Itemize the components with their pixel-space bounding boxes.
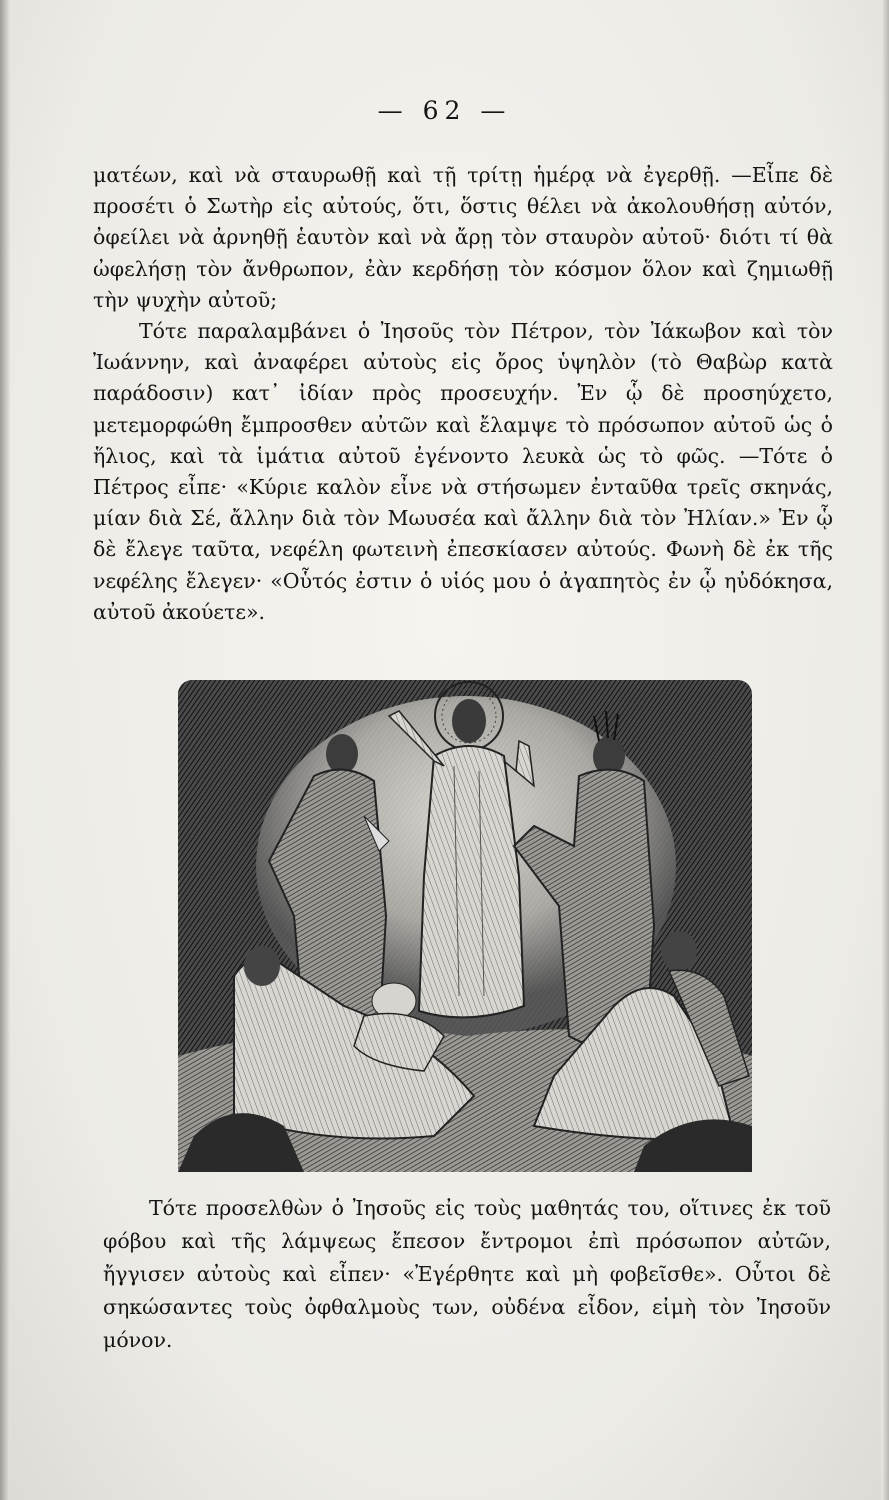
transfiguration-illustration [174,676,756,1176]
page-left-edge [0,0,10,1500]
text-top [93,160,833,628]
paragraph-continuation: ματέων, καὶ νὰ σταυρωθῇ καὶ τῇ τρίτῃ ἡμέρᾳ νὰ ἐγερθῇ. —Εἶπε δὲ προσέτι ὁ Σωτὴρ εἰς αὐτούς, ὅτι, ὅστις θέλει νὰ ἀκολουθήσῃ αὐτόν, ὀφείλει νὰ ἀρνηθῇ ἑαυτὸν καὶ νὰ ἄρῃ τὸν σταυρὸν αὐτοῦ· διότι τί θὰ ὠφελήσῃ τὸν ἄνθρωπον, ἐὰν κερδήσῃ τὸν κόσμον ὅλον καὶ ζημιωθῇ τὴν ψυχὴν αὐτοῦ; [93,163,833,312]
page-number: — 62 — [377,96,512,125]
paragraph-transfiguration: Τότε παραλαμβάνει ὁ Ἰησοῦς τὸν Πέτρον, τὸν Ἰάκωβον καὶ τὸν Ἰωάννην, καὶ ἀναφέρει αὐτοὺς εἰς ὄρος ὑψηλὸν (τὸ Θαβὼρ κατὰ παράδοσιν) κατ᾿ ἰδίαν πρὸς προσευχήν. Ἐν ᾧ δὲ προσηύχετο, μετεμορφώθη ἔμπροσθεν αὐτῶν καὶ ἔλαμψε τὸ πρόσωπον αὐτοῦ ὡς ὁ ἥλιος, καὶ τὰ ἱμάτια αὐτοῦ ἐγένοντο λευκὰ ὡς τὸ φῶς. —Τότε ὁ Πέτρος εἶπε· «Κύριε καλὸν εἶνε νὰ στήσωμεν ἐνταῦθα τρεῖς σκηνάς, μίαν διὰ Σέ, ἄλλην διὰ τὸν Μωυσέα καὶ ἄλλην διὰ τὸν Ἠλίαν.» Ἐν ᾧ δὲ ἔλεγε ταῦτα, νεφέλη φωτεινὴ ἐπεσκίασεν αὐτούς. Φωνὴ δὲ ἐκ τῆς νεφέλης ἔλεγεν· «Οὗτός ἐστιν ὁ υἱός μου ὁ ἀγαπητὸς ἐν ᾧ ηὐδόκησα, αὐτοῦ ἀκούετε». [93,319,833,624]
page-right-edge [881,0,889,1500]
text-bottom: Τότε προσελθὼν ὁ Ἰησοῦς εἰς τοὺς μαθητάς του, οἵτινες ἐκ τοῦ φόβου καὶ τῆς λάμψεως ἔπεσον ἔντρομοι ἐπὶ πρόσωπον αὐτῶν, ἤγγισεν αὐτοὺς καὶ εἶπεν· «Ἐγέρθητε καὶ μὴ φοβεῖσθε». Οὗτοι δὲ σηκώσαντες τοὺς ὀφθαλμοὺς των, οὐδένα εἶδον, εἰμὴ τὸν Ἰησοῦν μόνον. [103,1196,831,1352]
